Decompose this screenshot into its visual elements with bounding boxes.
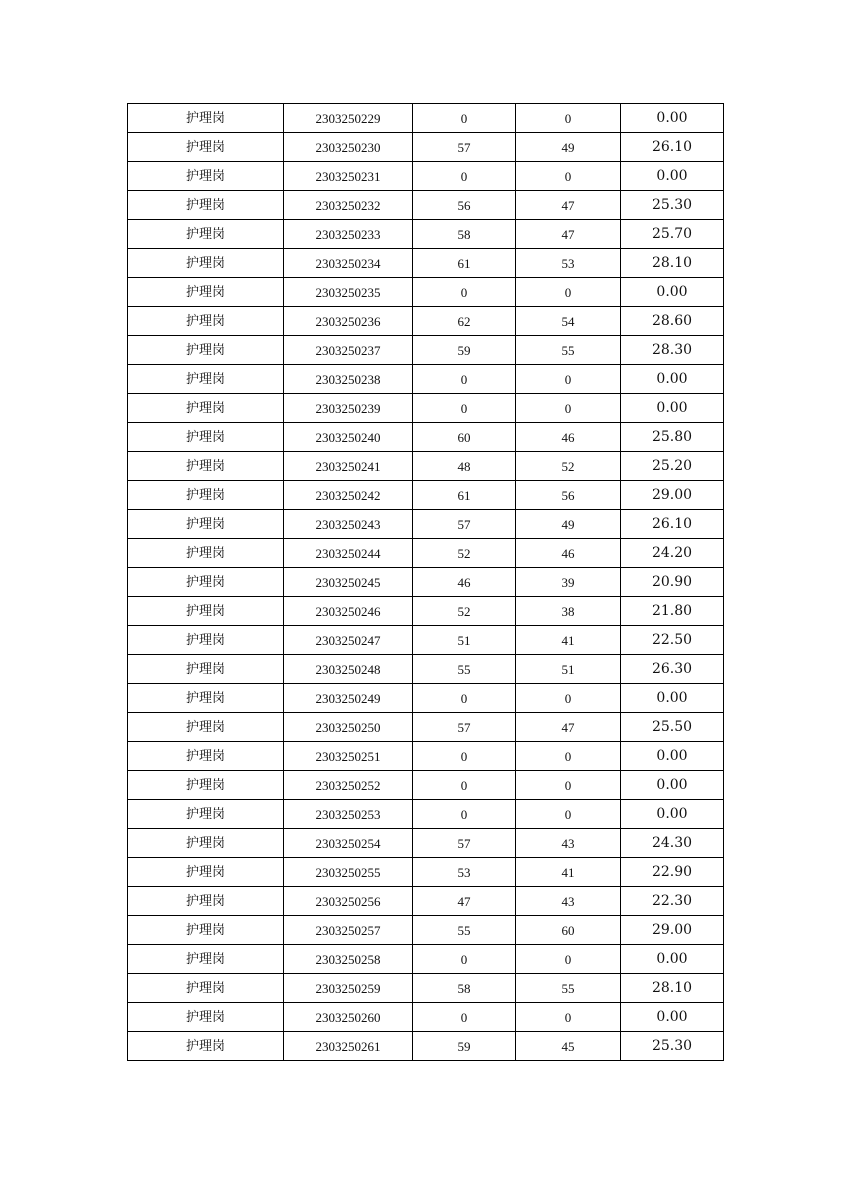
exam-id-cell: 2303250257 bbox=[284, 916, 413, 945]
score-a-cell: 52 bbox=[413, 539, 516, 568]
total-score-cell: 25.20 bbox=[621, 452, 724, 481]
score-a-cell: 59 bbox=[413, 1032, 516, 1061]
exam-id-cell: 2303250248 bbox=[284, 655, 413, 684]
post-cell: 护理岗 bbox=[128, 684, 284, 713]
post-cell: 护理岗 bbox=[128, 1003, 284, 1032]
table-row bbox=[128, 684, 724, 713]
exam-id-cell: 2303250249 bbox=[284, 684, 413, 713]
exam-id-cell: 2303250242 bbox=[284, 481, 413, 510]
score-a-cell: 60 bbox=[413, 423, 516, 452]
score-a-cell: 57 bbox=[413, 829, 516, 858]
score-a-cell: 58 bbox=[413, 220, 516, 249]
score-a-cell: 0 bbox=[413, 278, 516, 307]
total-score-cell: 26.10 bbox=[621, 510, 724, 539]
table-row bbox=[128, 568, 724, 597]
post-cell: 护理岗 bbox=[128, 365, 284, 394]
exam-id-cell: 2303250232 bbox=[284, 191, 413, 220]
total-score-cell: 21.80 bbox=[621, 597, 724, 626]
post-cell: 护理岗 bbox=[128, 655, 284, 684]
exam-id-cell: 2303250256 bbox=[284, 887, 413, 916]
post-cell: 护理岗 bbox=[128, 945, 284, 974]
score-a-cell: 47 bbox=[413, 887, 516, 916]
table-row bbox=[128, 800, 724, 829]
table-row bbox=[128, 220, 724, 249]
score-b-cell: 53 bbox=[516, 249, 621, 278]
score-b-cell: 51 bbox=[516, 655, 621, 684]
total-score-cell: 0.00 bbox=[621, 684, 724, 713]
table-row bbox=[128, 481, 724, 510]
score-b-cell: 47 bbox=[516, 713, 621, 742]
table-row bbox=[128, 394, 724, 423]
total-score-cell: 25.30 bbox=[621, 1032, 724, 1061]
score-b-cell: 46 bbox=[516, 539, 621, 568]
score-b-cell: 41 bbox=[516, 626, 621, 655]
post-cell: 护理岗 bbox=[128, 771, 284, 800]
exam-id-cell: 2303250247 bbox=[284, 626, 413, 655]
score-b-cell: 0 bbox=[516, 1003, 621, 1032]
score-table-body bbox=[128, 104, 724, 1061]
post-cell: 护理岗 bbox=[128, 742, 284, 771]
score-table bbox=[127, 103, 724, 1061]
table-row bbox=[128, 713, 724, 742]
post-cell: 护理岗 bbox=[128, 481, 284, 510]
score-b-cell: 43 bbox=[516, 829, 621, 858]
post-cell: 护理岗 bbox=[128, 336, 284, 365]
total-score-cell: 29.00 bbox=[621, 916, 724, 945]
post-cell: 护理岗 bbox=[128, 452, 284, 481]
post-cell: 护理岗 bbox=[128, 626, 284, 655]
post-cell: 护理岗 bbox=[128, 220, 284, 249]
total-score-cell: 29.00 bbox=[621, 481, 724, 510]
table-row bbox=[128, 133, 724, 162]
post-cell: 护理岗 bbox=[128, 597, 284, 626]
score-b-cell: 52 bbox=[516, 452, 621, 481]
score-a-cell: 57 bbox=[413, 510, 516, 539]
score-a-cell: 55 bbox=[413, 655, 516, 684]
exam-id-cell: 2303250239 bbox=[284, 394, 413, 423]
post-cell: 护理岗 bbox=[128, 307, 284, 336]
score-b-cell: 0 bbox=[516, 771, 621, 800]
exam-id-cell: 2303250235 bbox=[284, 278, 413, 307]
post-cell: 护理岗 bbox=[128, 510, 284, 539]
post-cell: 护理岗 bbox=[128, 191, 284, 220]
score-b-cell: 0 bbox=[516, 104, 621, 133]
score-b-cell: 54 bbox=[516, 307, 621, 336]
score-a-cell: 0 bbox=[413, 945, 516, 974]
score-b-cell: 56 bbox=[516, 481, 621, 510]
post-cell: 护理岗 bbox=[128, 916, 284, 945]
post-cell: 护理岗 bbox=[128, 800, 284, 829]
total-score-cell: 25.30 bbox=[621, 191, 724, 220]
table-row bbox=[128, 162, 724, 191]
score-a-cell: 52 bbox=[413, 597, 516, 626]
table-row bbox=[128, 278, 724, 307]
post-cell: 护理岗 bbox=[128, 1032, 284, 1061]
score-b-cell: 0 bbox=[516, 800, 621, 829]
table-row bbox=[128, 945, 724, 974]
table-row bbox=[128, 916, 724, 945]
exam-id-cell: 2303250237 bbox=[284, 336, 413, 365]
score-b-cell: 45 bbox=[516, 1032, 621, 1061]
table-row bbox=[128, 336, 724, 365]
exam-id-cell: 2303250260 bbox=[284, 1003, 413, 1032]
score-a-cell: 58 bbox=[413, 974, 516, 1003]
score-a-cell: 0 bbox=[413, 365, 516, 394]
table-row bbox=[128, 829, 724, 858]
table-row bbox=[128, 655, 724, 684]
table-row bbox=[128, 365, 724, 394]
total-score-cell: 0.00 bbox=[621, 365, 724, 394]
score-b-cell: 0 bbox=[516, 684, 621, 713]
table-row bbox=[128, 742, 724, 771]
exam-id-cell: 2303250258 bbox=[284, 945, 413, 974]
score-a-cell: 0 bbox=[413, 1003, 516, 1032]
exam-id-cell: 2303250241 bbox=[284, 452, 413, 481]
exam-id-cell: 2303250251 bbox=[284, 742, 413, 771]
score-a-cell: 59 bbox=[413, 336, 516, 365]
table-row bbox=[128, 249, 724, 278]
total-score-cell: 28.10 bbox=[621, 249, 724, 278]
total-score-cell: 0.00 bbox=[621, 162, 724, 191]
exam-id-cell: 2303250255 bbox=[284, 858, 413, 887]
exam-id-cell: 2303250244 bbox=[284, 539, 413, 568]
score-a-cell: 62 bbox=[413, 307, 516, 336]
score-b-cell: 47 bbox=[516, 220, 621, 249]
total-score-cell: 0.00 bbox=[621, 800, 724, 829]
table-row bbox=[128, 1032, 724, 1061]
exam-id-cell: 2303250245 bbox=[284, 568, 413, 597]
exam-id-cell: 2303250234 bbox=[284, 249, 413, 278]
total-score-cell: 0.00 bbox=[621, 394, 724, 423]
total-score-cell: 25.70 bbox=[621, 220, 724, 249]
post-cell: 护理岗 bbox=[128, 104, 284, 133]
score-a-cell: 0 bbox=[413, 742, 516, 771]
total-score-cell: 22.30 bbox=[621, 887, 724, 916]
table-row bbox=[128, 423, 724, 452]
total-score-cell: 28.30 bbox=[621, 336, 724, 365]
score-a-cell: 56 bbox=[413, 191, 516, 220]
score-b-cell: 47 bbox=[516, 191, 621, 220]
table-row bbox=[128, 191, 724, 220]
exam-id-cell: 2303250254 bbox=[284, 829, 413, 858]
score-b-cell: 0 bbox=[516, 162, 621, 191]
table-row bbox=[128, 771, 724, 800]
score-b-cell: 41 bbox=[516, 858, 621, 887]
score-a-cell: 48 bbox=[413, 452, 516, 481]
post-cell: 护理岗 bbox=[128, 829, 284, 858]
score-b-cell: 43 bbox=[516, 887, 621, 916]
score-b-cell: 0 bbox=[516, 945, 621, 974]
post-cell: 护理岗 bbox=[128, 713, 284, 742]
score-b-cell: 39 bbox=[516, 568, 621, 597]
table-row bbox=[128, 307, 724, 336]
exam-id-cell: 2303250230 bbox=[284, 133, 413, 162]
exam-id-cell: 2303250240 bbox=[284, 423, 413, 452]
score-b-cell: 0 bbox=[516, 394, 621, 423]
score-b-cell: 55 bbox=[516, 974, 621, 1003]
exam-id-cell: 2303250252 bbox=[284, 771, 413, 800]
score-b-cell: 0 bbox=[516, 278, 621, 307]
total-score-cell: 24.30 bbox=[621, 829, 724, 858]
score-b-cell: 38 bbox=[516, 597, 621, 626]
score-a-cell: 0 bbox=[413, 162, 516, 191]
exam-id-cell: 2303250236 bbox=[284, 307, 413, 336]
table-row bbox=[128, 597, 724, 626]
score-b-cell: 0 bbox=[516, 365, 621, 394]
post-cell: 护理岗 bbox=[128, 539, 284, 568]
total-score-cell: 28.10 bbox=[621, 974, 724, 1003]
post-cell: 护理岗 bbox=[128, 423, 284, 452]
total-score-cell: 0.00 bbox=[621, 1003, 724, 1032]
total-score-cell: 20.90 bbox=[621, 568, 724, 597]
table-row bbox=[128, 887, 724, 916]
post-cell: 护理岗 bbox=[128, 162, 284, 191]
total-score-cell: 22.50 bbox=[621, 626, 724, 655]
table-row bbox=[128, 104, 724, 133]
total-score-cell: 25.50 bbox=[621, 713, 724, 742]
table-row bbox=[128, 539, 724, 568]
post-cell: 护理岗 bbox=[128, 887, 284, 916]
post-cell: 护理岗 bbox=[128, 278, 284, 307]
total-score-cell: 0.00 bbox=[621, 945, 724, 974]
post-cell: 护理岗 bbox=[128, 133, 284, 162]
total-score-cell: 28.60 bbox=[621, 307, 724, 336]
exam-id-cell: 2303250243 bbox=[284, 510, 413, 539]
score-a-cell: 0 bbox=[413, 771, 516, 800]
table-row bbox=[128, 510, 724, 539]
post-cell: 护理岗 bbox=[128, 568, 284, 597]
score-a-cell: 0 bbox=[413, 684, 516, 713]
score-a-cell: 61 bbox=[413, 481, 516, 510]
score-a-cell: 0 bbox=[413, 394, 516, 423]
table-row bbox=[128, 1003, 724, 1032]
score-b-cell: 49 bbox=[516, 510, 621, 539]
exam-id-cell: 2303250238 bbox=[284, 365, 413, 394]
exam-id-cell: 2303250229 bbox=[284, 104, 413, 133]
total-score-cell: 0.00 bbox=[621, 771, 724, 800]
table-row bbox=[128, 974, 724, 1003]
score-b-cell: 49 bbox=[516, 133, 621, 162]
table-row bbox=[128, 626, 724, 655]
exam-id-cell: 2303250253 bbox=[284, 800, 413, 829]
score-a-cell: 53 bbox=[413, 858, 516, 887]
exam-id-cell: 2303250231 bbox=[284, 162, 413, 191]
total-score-cell: 26.30 bbox=[621, 655, 724, 684]
score-a-cell: 57 bbox=[413, 713, 516, 742]
score-a-cell: 0 bbox=[413, 800, 516, 829]
score-a-cell: 46 bbox=[413, 568, 516, 597]
score-b-cell: 60 bbox=[516, 916, 621, 945]
exam-id-cell: 2303250233 bbox=[284, 220, 413, 249]
total-score-cell: 26.10 bbox=[621, 133, 724, 162]
post-cell: 护理岗 bbox=[128, 974, 284, 1003]
score-a-cell: 61 bbox=[413, 249, 516, 278]
exam-id-cell: 2303250261 bbox=[284, 1032, 413, 1061]
post-cell: 护理岗 bbox=[128, 858, 284, 887]
post-cell: 护理岗 bbox=[128, 394, 284, 423]
exam-id-cell: 2303250246 bbox=[284, 597, 413, 626]
table-row bbox=[128, 452, 724, 481]
exam-id-cell: 2303250259 bbox=[284, 974, 413, 1003]
score-a-cell: 51 bbox=[413, 626, 516, 655]
score-a-cell: 0 bbox=[413, 104, 516, 133]
score-b-cell: 46 bbox=[516, 423, 621, 452]
score-a-cell: 55 bbox=[413, 916, 516, 945]
total-score-cell: 0.00 bbox=[621, 742, 724, 771]
exam-id-cell: 2303250250 bbox=[284, 713, 413, 742]
score-b-cell: 0 bbox=[516, 742, 621, 771]
total-score-cell: 0.00 bbox=[621, 104, 724, 133]
total-score-cell: 24.20 bbox=[621, 539, 724, 568]
score-a-cell: 57 bbox=[413, 133, 516, 162]
score-b-cell: 55 bbox=[516, 336, 621, 365]
post-cell: 护理岗 bbox=[128, 249, 284, 278]
total-score-cell: 0.00 bbox=[621, 278, 724, 307]
table-row bbox=[128, 858, 724, 887]
total-score-cell: 25.80 bbox=[621, 423, 724, 452]
total-score-cell: 22.90 bbox=[621, 858, 724, 887]
